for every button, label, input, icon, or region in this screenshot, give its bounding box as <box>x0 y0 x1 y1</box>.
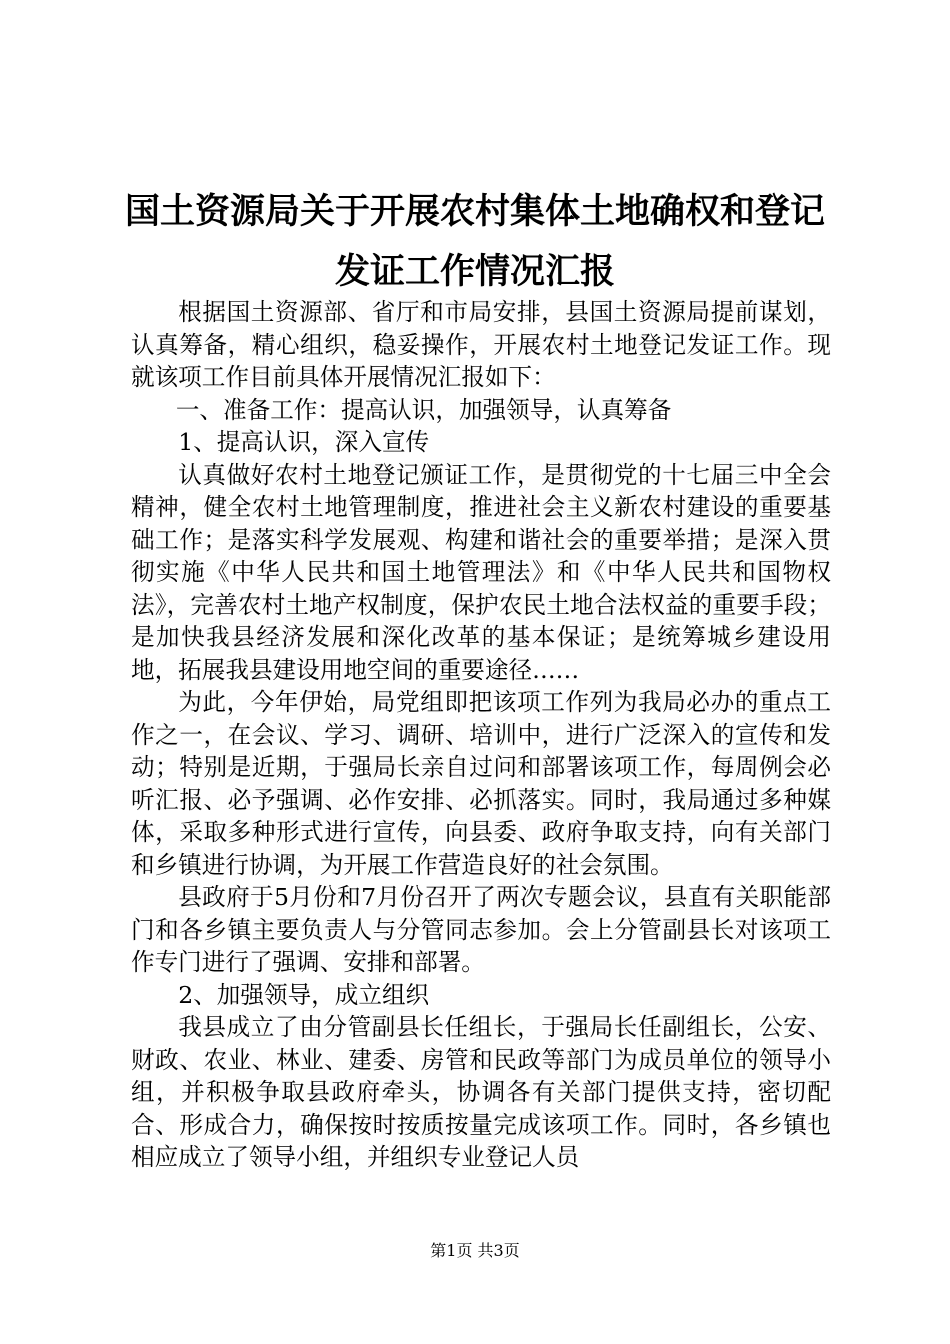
subsection-heading-2: 2、加强领导，成立组织 <box>178 980 430 1009</box>
paragraph-leadership: 我县成立了由分管副县长任组长，于强局长任副组长，公安、财政、农业、林业、建委、房管和民政等部门为成员单位的领导小组，并积极争取县政府牵头，协调各有关部门提供支持，密切配合、形成合力，确保按时按质按量完成该项工作。同时，各乡镇也相应成立了领导小组，并组织专业登记人员 <box>131 1013 831 1171</box>
paragraph-intro: 根据国土资源部、省厅和市局安排，县国土资源局提前谋划，认真筹备，精心组织，稳妥操作，开展农村土地登记发证工作。现就该项工作目前具体开展情况汇报如下： <box>131 298 831 391</box>
subsection-heading-1: 1、提高认识，深入宣传 <box>178 428 430 456</box>
paragraph-publicity: 为此，今年伊始，局党组即把该项工作列为我局必办的重点工作之一，在会议、学习、调研、培训中，进行广泛深入的宣传和发动；特别是近期，于强局长亲自过问和部署该项工作，每周例会必听汇报、必予强调、必作安排、必抓落实。同时，我局通过多种媒体，采取多种形式进行宣传，向县委、政府争取支持，向有关部门和乡镇进行协调，为开展工作营造良好的社会氛围。 <box>131 688 831 879</box>
paragraph-meetings: 县政府于5月份和7月份召开了两次专题会议，县直有关职能部门和各乡镇主要负责人与分管同志参加。会上分管副县长对该项工作专门进行了强调、安排和部署。 <box>131 883 831 976</box>
paragraph-significance: 认真做好农村土地登记颁证工作，是贯彻党的十七届三中全会精神，健全农村土地管理制度，推进社会主义新农村建设的重要基础工作；是落实科学发展观、构建和谐社会的重要举措；是深入贯彻实施《中华人民共和国土地管理法》和《中华人民共和国物权法》，完善农村土地产权制度，保护农民土地合法权益的重要手段；是加快我县经济发展和深化改革的基本保证；是统筹城乡建设用地，拓展我县建设用地空间的重要途径…… <box>131 460 831 684</box>
document-title-line-1: 国土资源局关于开展农村集体土地确权和登记 <box>124 192 825 232</box>
section-heading-1: 一、准备工作：提高认识，加强领导，认真筹备 <box>175 395 672 424</box>
page-footer: 第1页 共3页 <box>430 1241 520 1260</box>
document-body <box>131 296 831 1174</box>
document-title-line-2: 发证工作情况汇报 <box>334 252 615 292</box>
